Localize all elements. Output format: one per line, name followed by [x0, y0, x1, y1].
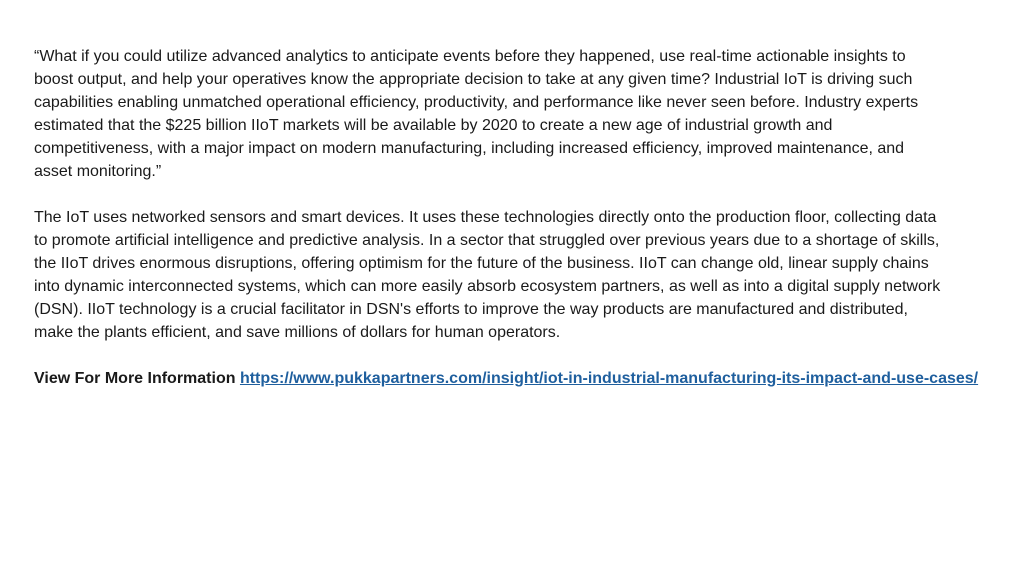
paragraph-line: The IoT uses networked sensors and smart devices. It uses these technologies directly onto the production floor, collecting data [34, 209, 937, 226]
paragraph-line: make the plants efficient, and save millions of dollars for human operators. [34, 324, 561, 341]
paragraph-spacer [34, 183, 1024, 206]
paragraph-line: competitiveness, with a major impact on modern manufacturing, including increased efficiency, improved maintenance, and [34, 140, 905, 157]
paragraph-line: (DSN). IIoT technology is a crucial facilitator in DSN's efforts to improve the way products are manufactured and distributed, [34, 301, 908, 318]
paragraph-line: asset monitoring.” [34, 163, 162, 180]
paragraph-line: boost output, and help your operatives know the appropriate decision to take at any given time? Industrial IoT is driving such [34, 71, 913, 88]
more-info-label: View For More Information [34, 370, 236, 387]
paragraph-line: to promote artificial intelligence and predictive analysis. In a sector that struggled over previous years due to a shortage of skills, [34, 232, 940, 249]
more-info-line [34, 367, 1024, 390]
paragraph-iot [34, 206, 1024, 344]
paragraph-line: into dynamic interconnected systems, which can more easily absorb ecosystem partners, as well as into a digital supply network [34, 278, 941, 295]
paragraph-line: capabilities enabling unmatched operational efficiency, productivity, and performance like never seen before. Industry experts [34, 94, 919, 111]
paragraph-spacer [34, 344, 1024, 367]
text-block [34, 45, 1024, 390]
paragraph-line: the IIoT drives enormous disruptions, offering optimism for the future of the business. IIoT can change old, linear supply chains [34, 255, 929, 272]
more-info-link[interactable]: https://www.pukkapartners.com/insight/iot-in-industrial-manufacturing-its-impact-and-use-cases/ [239, 370, 979, 387]
paragraph-line: “What if you could utilize advanced analytics to anticipate events before they happened, use real-time actionable insights to [34, 48, 906, 65]
paragraph-quote [34, 45, 1024, 183]
paragraph-line: estimated that the $225 billion IIoT markets will be available by 2020 to create a new age of industrial growth and [34, 117, 833, 134]
